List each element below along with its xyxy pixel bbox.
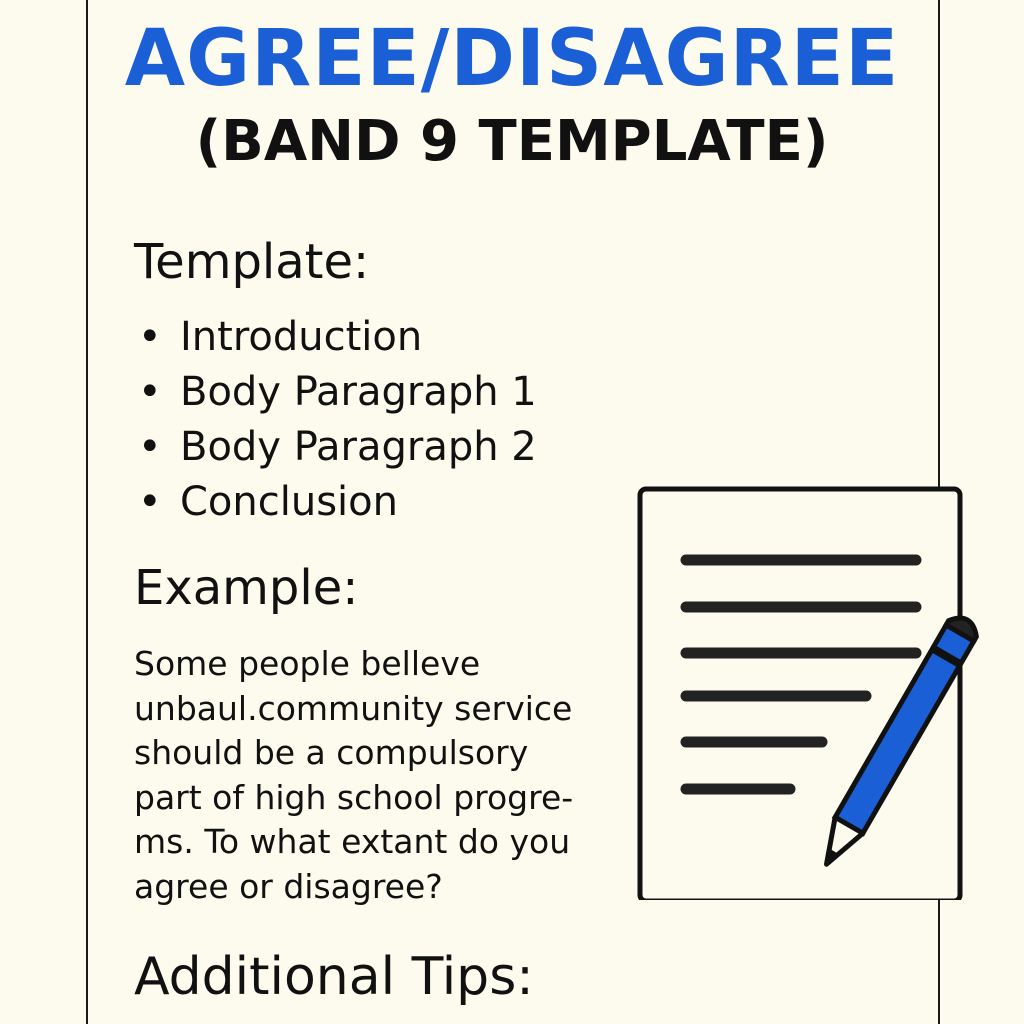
bullet-icon: • [138, 314, 162, 360]
bullet-icon: • [138, 424, 162, 470]
document-with-pencil-icon [630, 480, 1000, 900]
list-item-label: Body Paragraph 2 [180, 424, 537, 470]
list-item [138, 365, 537, 420]
bullet-icon: • [138, 479, 162, 525]
example-heading: Example: [134, 560, 359, 616]
list-item-label: Introduction [180, 314, 423, 360]
template-heading: Template: [134, 234, 370, 290]
list-item [138, 420, 537, 475]
template-list [138, 310, 537, 530]
list-item [138, 475, 537, 530]
example-prompt-text: Some people belleve unbaul.community service should be a compulsory part of high school progre- ms. To what extant do you agree or disagree? [134, 644, 574, 906]
list-item-label: Body Paragraph 1 [180, 369, 537, 415]
list-item-label: Conclusion [180, 479, 398, 525]
additional-tips-heading: Additional Tips: [134, 947, 534, 1007]
page-title: AGREE/DISAGREE [124, 14, 900, 104]
page-subtitle: (BAND 9 TEMPLATE) [195, 109, 829, 174]
bullet-icon: • [138, 369, 162, 415]
list-item [138, 310, 537, 365]
